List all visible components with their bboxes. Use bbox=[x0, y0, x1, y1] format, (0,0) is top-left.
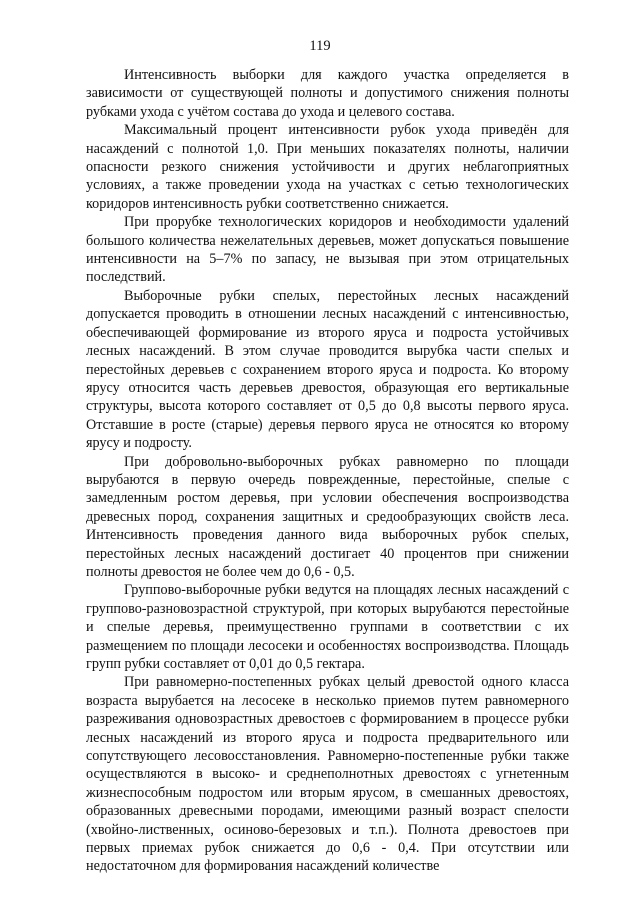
paragraph: Интенсивность выборки для каждого участка определяется в зависимости от существующей полноты и допустимого снижения полноты рубками ухода с учётом состава до ухода и целевого состава. bbox=[86, 67, 569, 120]
page-body bbox=[86, 66, 569, 876]
paragraph: Выборочные рубки спелых, перестойных лесных насаждений допускается проводить в отношении лесных насаждений с интенсивностью, обеспечивающей формирование из второго яруса и подроста устойчивых лесных насаждений. В этом случае проводится вырубка части спелых и перестойных деревьев с сохранением второго яруса и подроста. Ко второму ярусу относится часть деревьев древостоя, образующая его вертикальные структуры, высота которого составляет от 0,5 до 0,8 высоты первого яруса. Отставшие в росте (старые) деревья первого яруса не относятся ко второму ярусу и подросту. bbox=[86, 287, 569, 452]
paragraph: При добровольно-выборочных рубках равномерно по площади вырубаются в первую очередь поврежденные, перестойные, спелые с замедленным ростом деревья, при условии обеспечения воспроизводства древесных пород, сохранения защитных и средообразующих свойств леса. Интенсивность проведения данного вида выборочных рубок спелых, перестойных лесных насаждений достигает 40 процентов при снижении полноты древостоя не более чем до 0,6 - 0,5. bbox=[86, 453, 569, 580]
paragraph: Группово-выборочные рубки ведутся на площадях лесных насаждений с группово-разновозрастной структурой, при которых вырубаются перестойные и спелые деревья, преимущественно группами в соответствии с их размещением по площади лесосеки и особенностях воспроизводства. Площадь групп рубки составляет от 0,01 до 0,5 гектара. bbox=[86, 582, 569, 672]
paragraph: При равномерно-постепенных рубках целый древостой одного класса возраста вырубается на лесосеке в несколько приемов путем равномерного разреживания одновозрастных древостоев с формированием в процессе рубки лесных насаждений из второго яруса и подроста предварительного или сопутствующего лесовосстановления. Равномерно-постепенные рубки также осуществляются в высоко- и среднеполнотных древостоях с угнетенным жизнеспособным подростом или вторым ярусом, в смешанных древостоях, образованных древесными породами, имеющими разный возраст спелости (хвойно-лиственных, осиново-березовых и т.п.). Полнота древостоев при первых приемах рубок снижается до 0,6 - 0,4. При отсутствии или недостаточном для формирования насаждений количестве bbox=[86, 674, 569, 875]
paragraph: Максимальный процент интенсивности рубок ухода приведён для насаждений с полнотой 1,0. При меньших показателях полноты, наличии опасности резкого снижения устойчивости и других неблагоприятных условиях, а также проведении ухода на участках с сетью технологических коридоров интенсивность рубки соответственно снижается. bbox=[86, 122, 569, 212]
paragraph: При прорубке технологических коридоров и необходимости удалений большого количества нежелательных деревьев, может допускаться повышение интенсивности на 5–7% по запасу, не вызывая при этом отрицательных последствий. bbox=[86, 214, 569, 286]
page-number: 119 bbox=[309, 38, 331, 54]
